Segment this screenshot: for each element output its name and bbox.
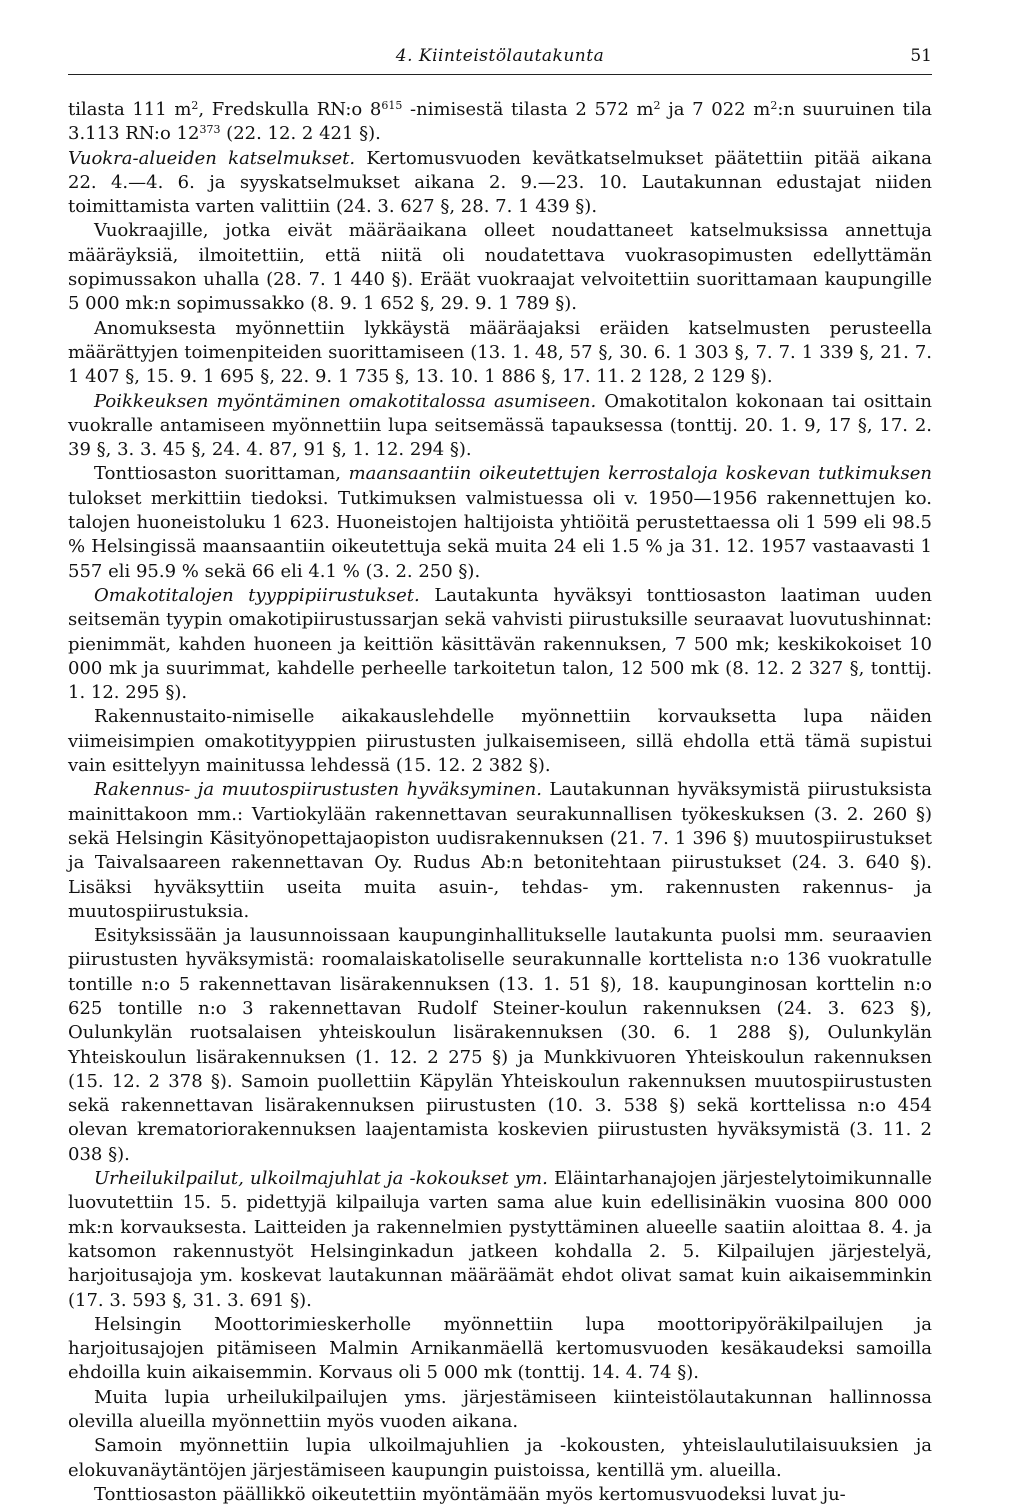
paragraph [68, 924, 932, 1167]
text-run: tilasta 111 m [68, 99, 192, 120]
paragraph [68, 1483, 932, 1507]
text-run: Eläintarhanajojen järjestelytoimikunnalle luovutettiin 15. 5. pidettyjä kilpailuja varten sama alue kuin edellisinäkin vuosina 800 000 mk:n korvauksesta. Laitteiden ja rakennelmien pystyttäminen alueelle saatiin aloittaa 8. 4. ja katsomon rakennustyöt Helsinginkadun jatkeen kohdalla 2. 5. Kilpailujen järjestelyä, harjoitusajoja ym. koskevat lautakunnan määräämät ehdot olivat samat kuin aikaisemminkin (17. 3. 593 §, 31. 3. 691 §). [68, 1168, 932, 1311]
italic-heading: Rakennus- ja muutospiirustusten hyväksyminen. [94, 779, 542, 801]
paragraph [68, 584, 932, 705]
superscript: 615 [381, 99, 403, 112]
italic-heading: Vuokra-alueiden katselmukset. [68, 147, 356, 169]
italic-heading: Urheilukilpailut, ulkoilmajuhlat ja -kokoukset ym. [94, 1168, 548, 1190]
paragraph [68, 1313, 932, 1386]
paragraph [68, 147, 932, 220]
paragraph [68, 390, 932, 463]
text-run: Lautakunta hyväksyi tonttiosaston laatiman uuden seitsemän tyypin omakotipiirustussarjan sekä vahvisti piirustuksille seuraavat luovutushinnat: pienimmät, kahden huoneen ja keittiön käsittävän rakennuksen, 7 500 mk; keskikokoiset 10 000 mk ja suurimmat, kahdelle perheelle tarkoitetun talon, 12 500 mk (8. 12. 2 327 §, tonttij. 1. 12. 295 §). [68, 584, 932, 704]
paragraph [68, 778, 932, 924]
text-run: Esityksissään ja lausunnoissaan kaupunginhallitukselle lautakunta puolsi mm. seuraavien piirustusten hyväksymistä: roomalaiskatoliselle seurakunnalle korttelista n:o 136 vuokratulle tontille n:o 5 rakennettavan lisärakennuksen (13. 1. 51 §), 18. kaupunginosan korttelin n:o 625 tontille n:o 3 rakennettavan Rudolf Steiner-koulun rakennuksen (24. 3. 623 §), Oulunkylän ruotsalaisen yhteiskoulun lisärakennuksen (30. 6. 1 288 §), Oulunkylän Yhteiskoulun lisärakennuksen (1. 12. 2 275 §) ja Munkkivuoren Yhteiskoulun rakennuksen (15. 12. 2 378 §). Samoin puollettiin Käpylän Yhteiskoulun rakennuksen muutospiirustusten sekä rakennettavan lisärakennuksen piirustusten (10. 3. 538 §) sekä korttelissa n:o 454 olevan krematoriorakennuksen laajentamista koskevien piirustusten hyväksymistä (3. 11. 2 038 §). [68, 925, 932, 1165]
paragraph [68, 317, 932, 390]
chapter-title: 4. Kiinteistölautakunta [395, 46, 605, 66]
body-text [68, 98, 932, 1507]
text-run: Tonttiosaston suorittaman, [94, 463, 349, 485]
italic-heading: Poikkeuksen myöntäminen omakotitalossa asumiseen. [94, 390, 597, 412]
text-run: Tonttiosaston päällikkö oikeutettiin myöntämään myös kertomusvuodeksi luvat ju- [94, 1483, 846, 1505]
superscript: 373 [199, 123, 221, 137]
running-header [68, 46, 932, 75]
paragraph [68, 98, 932, 147]
text-run: Helsingin Moottorimieskerholle myönnettiin lupa moottoripyöräkilpailujen ja harjoitusajojen pitämiseen Malmin Arnikanmäellä kertomusvuoden kesäkaudeksi samoilla ehdoilla kuin aikaisemmin. Korvaus oli 5 000 mk (tonttij. 14. 4. 74 §). [68, 1313, 932, 1384]
text-run: Omakotitalon kokonaan tai osittain vuokralle antamiseen myönnettiin lupa seitsemässä tapauksessa (tonttij. 20. 1. 9, 17 §, 17. 2. 39 §, 3. 3. 45 §, 24. 4. 87, 91 §, 1. 12. 294 §). [68, 390, 933, 461]
text-run: Kertomusvuoden kevätkatselmukset päätettiin pitää aikana 22. 4.—4. 6. ja syyskatselmukset aikana 2. 9.—23. 10. Lautakunnan edustajat niiden toimittamista varten valittiin (24. 3. 627 §, 28. 7. 1 439 §). [68, 147, 932, 218]
italic-heading: maansaantiin oikeutettujen kerrostaloja koskevan tutkimuksen [348, 463, 932, 485]
text-run: Vuokraajille, jotka eivät määräaikana olleet noudattaneet katselmuksissa annettuja määräyksiä, ilmoitettiin, että niitä oli noudatettava vuokrasopimusten edellyttämän sopimussakon uhalla (28. 7. 1 440 §). Eräät vuokraajat velvoitettiin suorittamaan kaupungille 5 000 mk:n sopimussakko (8. 9. 1 652 §, 29. 9. 1 789 §). [68, 220, 932, 315]
text-run: Anomuksesta myönnettiin lykkäystä määräajaksi eräiden katselmusten perusteella määrättyjen toimenpiteiden suorittamiseen (13. 1. 48, 57 §, 30. 6. 1 303 §, 7. 7. 1 339 §, 21. 7. 1 407 §, 15. 9. 1 695 §, 22. 9. 1 735 §, 13. 10. 1 886 §, 17. 11. 2 128, 2 129 §). [68, 317, 932, 388]
text-run: -nimisestä tilasta 2 572 m [402, 99, 654, 120]
text-run: Muita lupia urheilukilpailujen yms. järjestämiseen kiinteistölautakunnan hallinnossa olevilla alueilla myönnettiin myös vuoden aikana. [68, 1386, 932, 1433]
text-run: :n suuruinen tila 3.113 RN:o 12 [68, 99, 933, 145]
paragraph [68, 705, 932, 778]
text-run: tulokset merkittiin tiedoksi. Tutkimuksen valmistuessa oli v. 1950—1956 rakennettujen ko. talojen huoneistoluku 1 623. Huoneistojen haltijoista yhtiöitä perustettaessa oli 1 599 eli 98.5 % Helsingissä maansaantiin oikeutettuja sekä muita 24 eli 1.5 % ja 31. 12. 1957 vastaavasti 1 557 eli 95.9 % sekä 66 eli 4.1 % (3. 2. 250 §). [68, 487, 932, 582]
page-number: 51 [910, 46, 932, 66]
superscript: 2 [653, 99, 661, 112]
document-page [68, 0, 933, 1505]
text-run: (22. 12. 2 421 §). [220, 123, 381, 145]
paragraph [68, 462, 932, 583]
text-run: , Fredskulla RN:o 8 [198, 99, 382, 120]
paragraph [68, 1434, 932, 1483]
italic-heading: Omakotitalojen tyyppipiirustukset. [94, 584, 420, 606]
text-run: Lautakunnan hyväksymistä piirustuksista mainittakoon mm.: Vartiokylään rakennettavan seurakunnallisen työkeskuksen (3. 2. 260 §) sekä Helsingin Käsityönopettajaopiston uudisrakennuksen (21. 7. 1 396 §) muutospiirustukset ja Taivalsaareen rakennettavan Oy. Rudus Ab:n betonitehtaan piirustukset (24. 3. 640 §). Lisäksi hyväksyttiin useita muita asuin-, tehdas- ym. rakennusten rakennus- ja muutospiirustuksia. [68, 779, 932, 922]
text-run: Samoin myönnettiin lupia ulkoilmajuhlien ja -kokousten, yhteislaulutilaisuuksien ja elokuvanäytäntöjen järjestämiseen kaupungin puistoissa, kentillä ym. alueilla. [68, 1435, 932, 1481]
superscript: 2 [191, 99, 199, 112]
text-run: ja 7 022 m [660, 99, 771, 120]
paragraph [68, 219, 932, 316]
paragraph [68, 1386, 932, 1435]
text-run: Rakennustaito-nimiselle aikakauslehdelle myönnettiin korvauksetta lupa näiden viimeisimpien omakotityyppien piirustusten julkaisemiseen, sillä ehdolla että tämä supistui vain esittelyyn mainitussa lehdessä (15. 12. 2 382 §). [68, 706, 932, 777]
superscript: 2 [770, 99, 778, 112]
paragraph [68, 1167, 932, 1313]
